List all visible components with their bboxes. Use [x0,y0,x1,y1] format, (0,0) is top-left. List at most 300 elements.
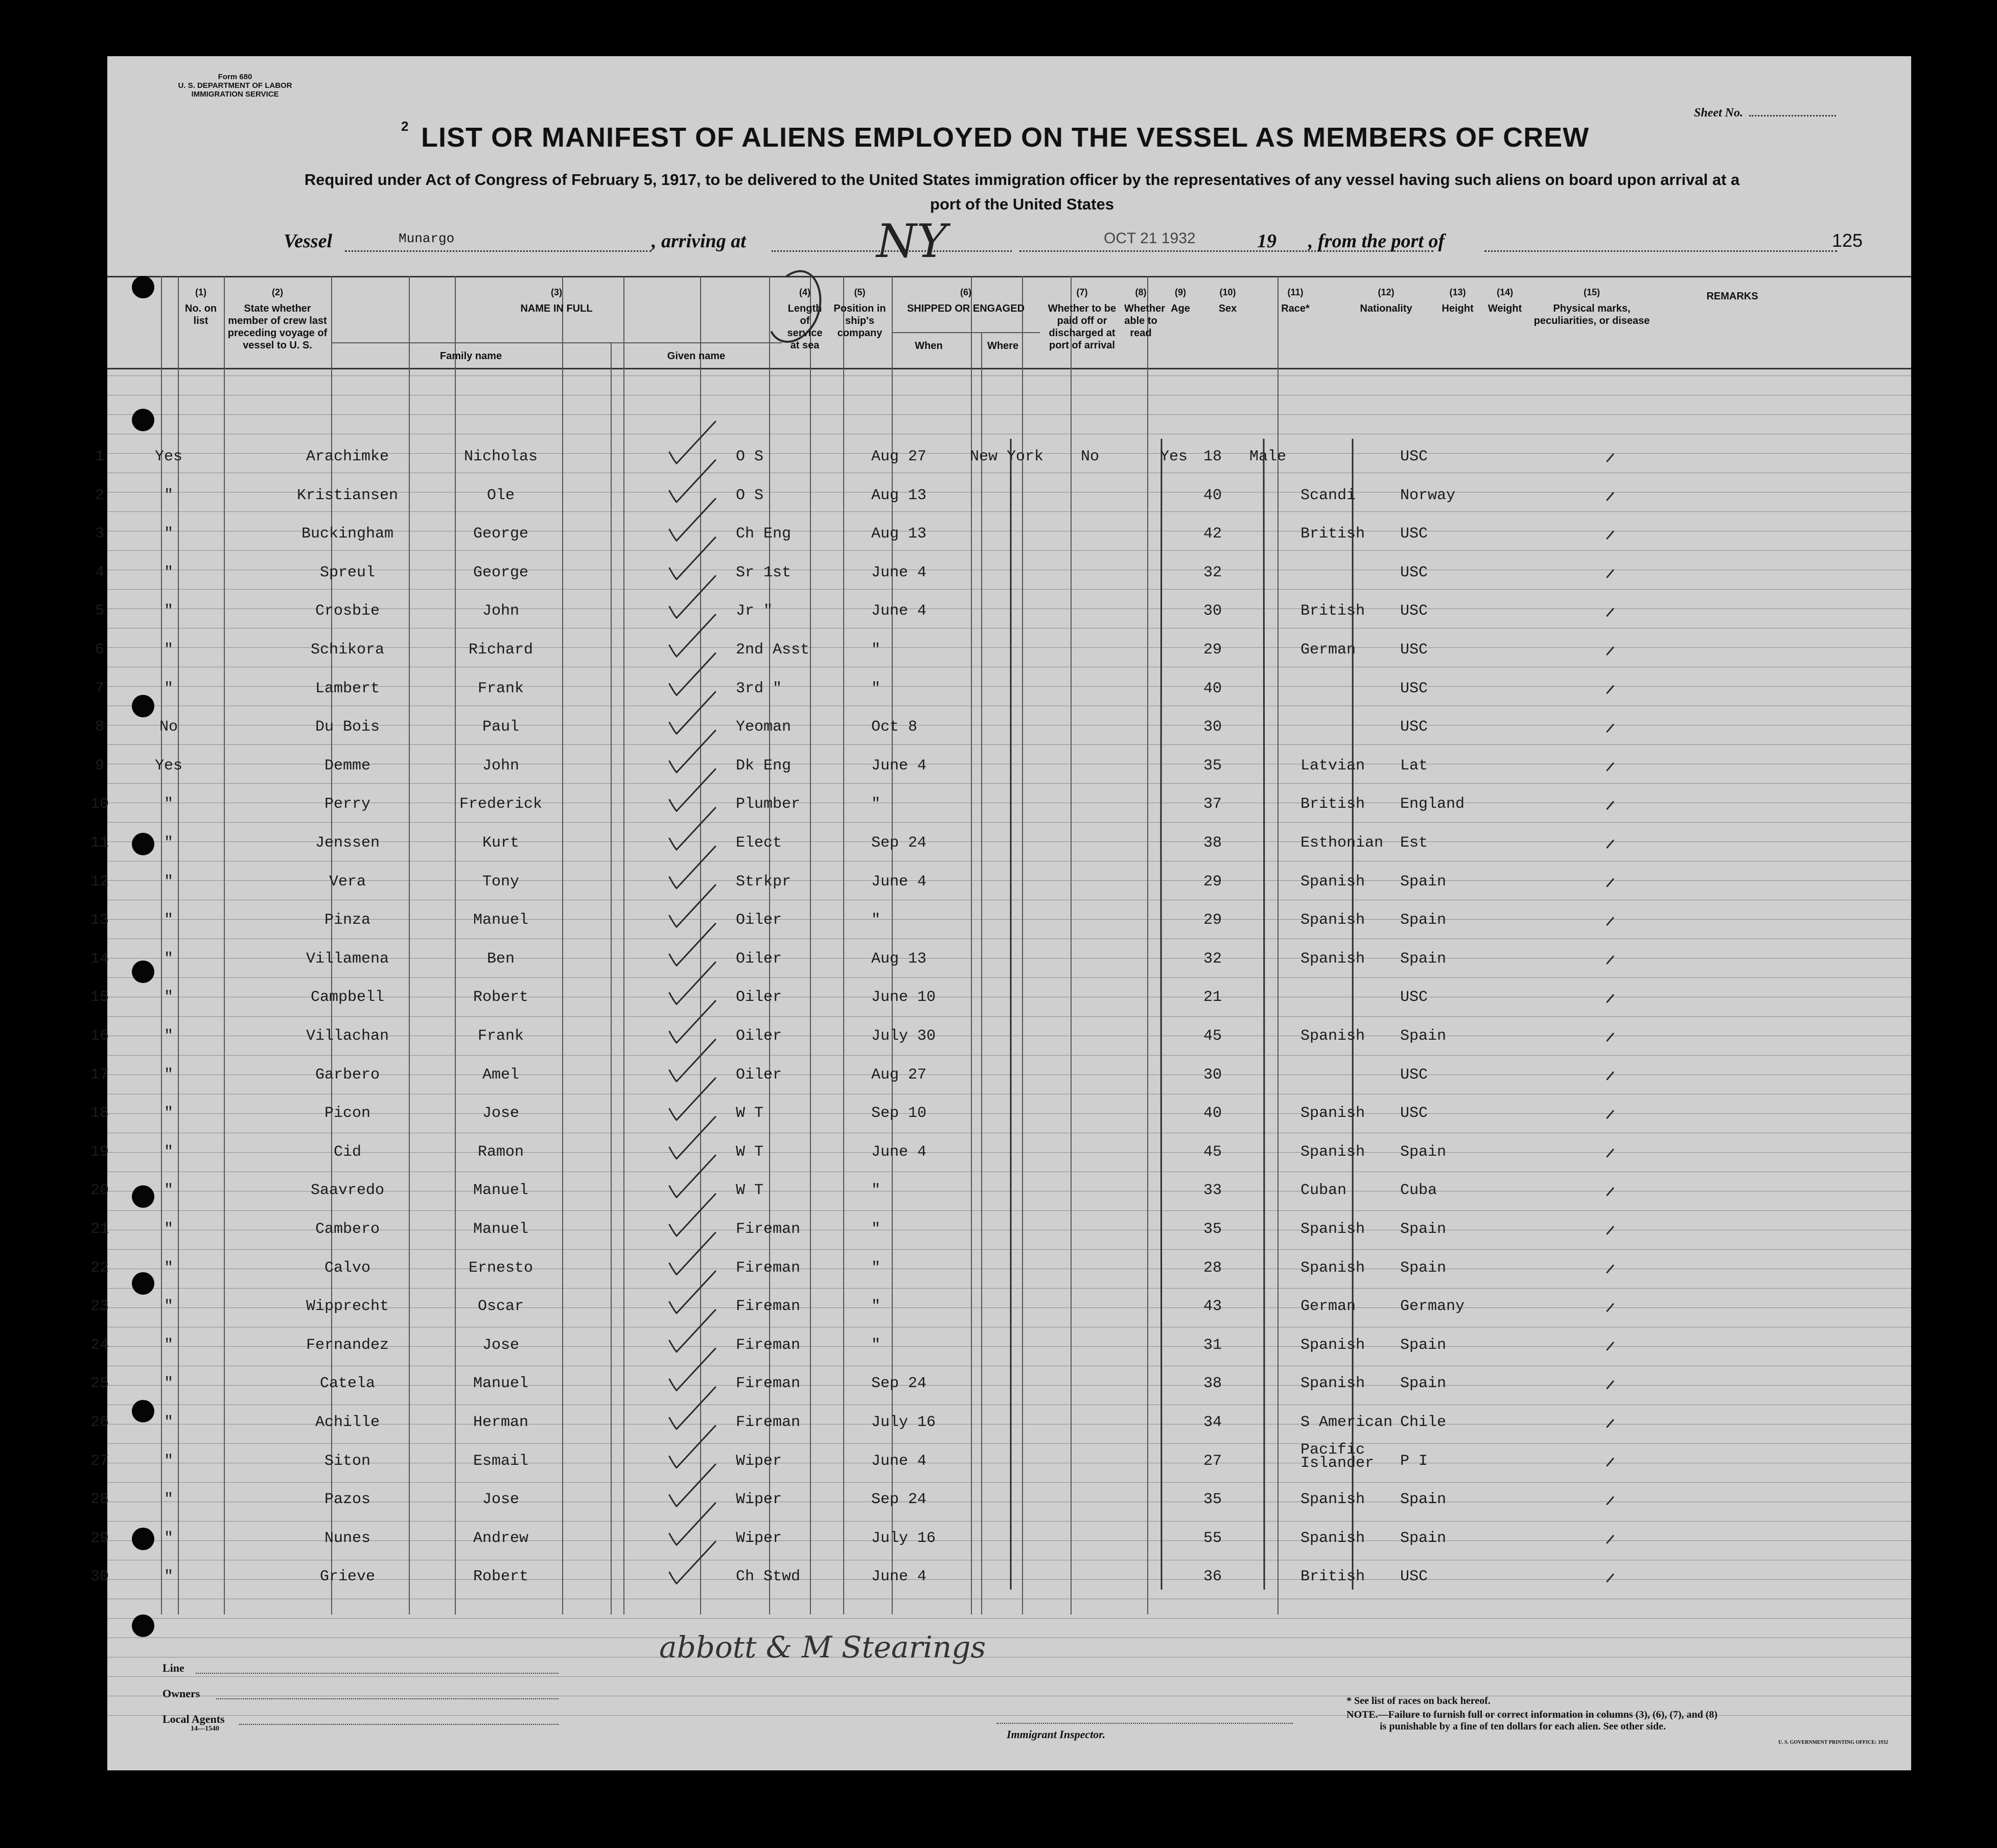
note-line-1: NOTE.—Failure to furnish full or correct information in columns (3), (6), (7), and (8) [1346,1709,1718,1720]
cell-given: Jose [482,1105,519,1122]
nationality-tick [1607,1227,1613,1234]
cell-when: " [871,1182,881,1200]
cell-race: Spanish [1301,1027,1365,1045]
column-number: (6) [960,287,971,297]
cell-no: 14 [90,950,109,968]
column-label: Physical marks, peculiarities, or disease [1534,303,1650,326]
cell-prev: " [164,525,173,543]
cell-when: June 4 [871,1568,927,1586]
cell-age: 32 [1203,950,1222,968]
service-checkmark [669,1541,715,1583]
cell-position: Elect [736,834,782,852]
cell-race: Spanish [1301,1143,1365,1161]
cell-prev: " [164,1491,173,1509]
cell-prev: " [164,1066,173,1084]
cell-prev: " [164,950,173,968]
cell-position: Fireman [736,1414,801,1431]
punch-hole [132,1400,154,1422]
service-checkmark [669,1464,715,1506]
service-checkmark [669,1078,715,1120]
cell-no: 30 [90,1568,109,1586]
cell-given: Manuel [473,911,529,929]
cell-when: " [871,796,881,813]
cell-nationality: Germany [1400,1298,1465,1316]
punch-hole [132,695,154,717]
service-checkmark [669,422,715,463]
inspector-field [996,1723,1293,1724]
cell-position: Wiper [736,1491,782,1509]
cell-prev: No [159,718,178,736]
nationality-tick [1607,1188,1613,1195]
cell-age: 29 [1203,873,1222,891]
cell-no: 17 [90,1066,109,1084]
cell-no: 8 [95,718,104,736]
cell-given: Manuel [473,1375,529,1393]
arriving-label: , arriving at [652,230,746,252]
punch-hole [132,1615,154,1637]
cell-nationality: Chile [1400,1414,1447,1431]
page-title: LIST OR MANIFEST OF ALIENS EMPLOYED ON THE VESSEL AS MEMBERS OF CREW [421,122,1590,153]
service-checkmark [669,885,715,927]
column-label: Whether to be paid off or discharged at port of arrival [1048,303,1117,351]
cell-prev: " [164,1375,173,1393]
cell-race: British [1301,1568,1365,1586]
cell-family: Spreul [319,564,376,581]
column-subheader-6-2: Where [987,340,1019,352]
cell-no: 28 [90,1491,109,1509]
cell-age: 40 [1203,1105,1222,1122]
column-number: (8) [1135,287,1147,297]
cell-position: Yeoman [736,718,792,736]
cell-given: John [482,757,519,775]
cell-where: New York [970,448,1044,465]
cell-when: July 16 [871,1414,936,1431]
cell-nationality: Spain [1400,1143,1447,1161]
cell-age: 30 [1203,602,1222,620]
cell-position: W T [736,1105,764,1122]
cell-nationality: USC [1400,641,1428,659]
column-number: (9) [1175,287,1186,297]
cell-age: 35 [1203,1491,1222,1509]
cell-nationality: Spain [1400,911,1447,929]
cell-no: 9 [95,757,104,775]
cell-race: Pacific Islander [1301,1441,1375,1472]
column-number: (14) [1496,287,1513,297]
nationality-tick [1607,1381,1613,1388]
cell-position: Oiler [736,1027,782,1045]
inspector-label: Immigrant Inspector. [1007,1728,1106,1741]
cell-prev: " [164,1105,173,1122]
column-label: Nationality [1360,303,1412,314]
year-label: 19 [1257,230,1276,252]
cell-family: Grieve [319,1568,376,1586]
cell-age: 31 [1203,1336,1222,1354]
service-checkmark [669,808,715,850]
nationality-tick [1607,1343,1613,1350]
column-number: (5) [854,287,866,297]
cell-prev: " [164,602,173,620]
cell-when: June 10 [871,989,936,1007]
nationality-tick [1607,763,1613,770]
cell-age: 55 [1203,1529,1222,1547]
cell-family: Cid [333,1143,361,1161]
cell-no: 24 [90,1336,109,1354]
cell-nationality: Est [1400,834,1428,852]
cell-age: 40 [1203,486,1222,504]
cell-position: Sr 1st [736,564,792,581]
cell-position: Ch Stwd [736,1568,801,1586]
cell-race: Spanish [1301,1529,1365,1547]
cell-family: Campbell [310,989,385,1007]
agents-label: Local Agents [162,1713,225,1725]
punch-hole [132,276,154,298]
service-checkmark [669,769,715,811]
column-label: State whether member of crew last preceding voyage of vessel to U. S. [227,303,328,351]
cell-family: Achille [315,1414,380,1431]
cell-position: Strkpr [736,873,792,891]
form-number: Form 680 [218,73,252,81]
nationality-tick [1607,686,1613,693]
cell-no: 12 [90,873,109,891]
service-checkmark [669,460,715,502]
owners-field [216,1698,559,1699]
cell-family: Perry [324,796,370,813]
service-checkmark [669,1001,715,1043]
cell-race: Latvian [1301,757,1365,775]
cell-nationality: USC [1400,525,1428,543]
cell-prev: " [164,486,173,504]
nationality-tick [1607,1072,1613,1080]
cell-when: Sep 24 [871,1491,927,1509]
cell-no: 13 [90,911,109,929]
cell-family: Catela [319,1375,376,1393]
nationality-tick [1607,1304,1613,1311]
cell-when: Aug 27 [871,1066,927,1084]
cell-race: German [1301,1298,1356,1316]
column-label: Length of service at sea [787,303,823,351]
cell-position: 3rd " [736,680,782,697]
cell-given: Amel [482,1066,519,1084]
cell-age: 43 [1203,1298,1222,1316]
cell-no: 22 [90,1259,109,1277]
nationality-tick [1607,454,1613,461]
cell-race: German [1301,641,1356,659]
cell-nationality: USC [1400,564,1428,581]
sheet-number-label: Sheet No. [1694,106,1743,120]
cell-family: Lambert [315,680,380,697]
cell-age: 18 [1203,448,1222,465]
service-checkmark [669,731,715,773]
cell-race: British [1301,602,1365,620]
cell-position: Jr " [736,602,773,620]
column-number: (13) [1449,287,1466,297]
nationality-tick [1607,1536,1613,1543]
cell-age: 21 [1203,989,1222,1007]
cell-when: July 30 [871,1027,936,1045]
cell-no: 16 [90,1027,109,1045]
footer-left [162,1662,725,1748]
cell-no: 10 [90,796,109,813]
cell-no: 2 [95,486,104,504]
service-checkmark [669,962,715,1004]
cell-given: George [473,525,529,543]
cell-given: Robert [473,989,529,1007]
nationality-tick [1607,802,1613,809]
cell-no: 20 [90,1182,109,1200]
title-number: 2 [401,119,409,134]
cell-prev: " [164,1259,173,1277]
cell-when: Aug 13 [871,950,927,968]
cell-family: Saavredo [310,1182,385,1200]
cell-sex: Male [1249,448,1287,465]
cell-family: Vera [329,873,366,891]
cell-given: Richard [468,641,533,659]
nationality-tick [1607,724,1613,732]
cell-nationality: USC [1400,1105,1428,1122]
cell-age: 29 [1203,911,1222,929]
cell-race: Spanish [1301,1491,1365,1509]
cell-family: Calvo [324,1259,370,1277]
footer-note [1346,1695,1888,1745]
vessel-label: Vessel [284,230,332,252]
cell-age: 42 [1203,525,1222,543]
cell-position: Fireman [736,1298,801,1316]
cell-no: 23 [90,1298,109,1316]
cell-family: Picon [324,1105,370,1122]
arriving-port-handwritten: NY [876,215,947,268]
cell-position: Oiler [736,911,782,929]
cell-age: 38 [1203,1375,1222,1393]
cell-given: Manuel [473,1221,529,1238]
cell-given: Frederick [459,796,543,813]
cell-no: 25 [90,1375,109,1393]
cell-nationality: Lat [1400,757,1428,775]
column-label: Race* [1281,303,1310,314]
cell-family: Arachimke [306,448,389,465]
cell-age: 30 [1203,1066,1222,1084]
cell-given: Ramon [477,1143,524,1161]
page-number: 125 [1832,230,1863,251]
cell-no: 4 [95,564,104,581]
cell-read: Yes [1160,448,1188,465]
cell-prev: " [164,1143,173,1161]
cell-nationality: Cuba [1400,1182,1437,1200]
ditto-line-paid [1160,439,1162,1589]
column-label: Position in ship's company [833,303,886,339]
owners-label: Owners [162,1687,200,1700]
cell-nationality: USC [1400,1066,1428,1084]
column-number: (4) [799,287,810,297]
cell-when: June 4 [871,757,927,775]
cell-no: 7 [95,680,104,697]
nationality-tick [1607,956,1613,964]
cell-nationality: Spain [1400,1027,1447,1045]
service-checkmark [669,1348,715,1390]
cell-race: Spanish [1301,1105,1365,1122]
cell-when: " [871,680,881,697]
cell-nationality: USC [1400,448,1428,465]
cell-race: Spanish [1301,911,1365,929]
cell-age: 33 [1203,1182,1222,1200]
cell-prev: Yes [154,448,182,465]
punch-hole [132,1185,154,1208]
nationality-tick [1607,609,1613,616]
cell-nationality: P I [1400,1452,1428,1470]
header-scribble [772,271,820,342]
column-number: (12) [1378,287,1395,297]
cell-no: 5 [95,602,104,620]
cell-given: Frank [477,1027,524,1045]
cell-no: 19 [90,1143,109,1161]
nationality-tick [1607,647,1613,654]
department-name: U. S. DEPARTMENT OF LABOR [178,81,292,90]
cell-when: " [871,1298,881,1316]
from-port-label: , from the port of [1308,230,1445,252]
cell-position: 2nd Asst [736,641,810,659]
cell-race: Spanish [1301,1336,1365,1354]
cell-position: Fireman [736,1221,801,1238]
cell-when: June 4 [871,602,927,620]
cell-when: Sep 24 [871,1375,927,1393]
cell-race: Cuban [1301,1182,1347,1200]
service-checkmark [669,1040,715,1082]
races-note: * See list of races on back hereof. [1346,1695,1491,1706]
cell-position: Dk Eng [736,757,792,775]
ditto-line-where [1010,439,1011,1589]
cell-no: 29 [90,1529,109,1547]
service-checkmark [669,847,715,888]
punch-hole [132,1272,154,1295]
column-label: Whether able to read [1124,303,1165,339]
service-checkmark [669,615,715,657]
cell-given: Nicholas [463,448,538,465]
nationality-tick [1607,1497,1613,1504]
service-checkmark [669,1271,715,1313]
note-line-2: is punishable by a fine of ten dollars for each alien. See other side. [1380,1721,1666,1732]
column-number: (1) [195,287,206,297]
cell-prev: " [164,1414,173,1431]
service-checkmark [669,653,715,695]
column-subheader-3-2: Given name [667,350,726,362]
cell-prev: " [164,911,173,929]
cell-paid: No [1081,448,1100,465]
cell-when: Aug 13 [871,525,927,543]
nationality-tick [1607,1266,1613,1273]
service-name: IMMIGRATION SERVICE [191,90,279,99]
cell-age: 40 [1203,680,1222,697]
cell-no: 3 [95,525,104,543]
column-number: (11) [1287,287,1304,297]
cell-race: S American [1301,1414,1393,1431]
cell-when: " [871,911,881,929]
cell-given: Oscar [477,1298,524,1316]
cell-age: 30 [1203,718,1222,736]
cell-family: Jenssen [315,834,380,852]
column-label: REMARKS [1706,291,1758,302]
cell-family: Kristiansen [296,486,399,504]
cell-family: Demme [324,757,370,775]
cell-prev: Yes [154,757,182,775]
cell-when: June 4 [871,564,927,581]
column-number: (15) [1583,287,1600,297]
column-number: (3) [551,287,562,297]
cell-position: Oiler [736,1066,782,1084]
column-label: Height [1442,303,1474,314]
cell-given: Jose [482,1491,519,1509]
punch-hole [132,833,154,855]
cell-nationality: Spain [1400,1221,1447,1238]
cell-position: Ch Eng [736,525,792,543]
cell-no: 21 [90,1221,109,1238]
cell-prev: " [164,1182,173,1200]
cell-position: Oiler [736,989,782,1007]
punch-hole [132,961,154,983]
cell-no: 1 [95,448,104,465]
cell-position: W T [736,1182,764,1200]
cell-age: 32 [1203,564,1222,581]
cell-age: 45 [1203,1143,1222,1161]
service-checkmark [669,692,715,734]
column-label: Age [1171,303,1190,314]
cell-given: Kurt [482,834,519,852]
service-checkmark [669,1117,715,1159]
cell-prev: " [164,873,173,891]
nationality-tick [1607,531,1613,539]
cell-nationality: Spain [1400,873,1447,891]
cell-race: British [1301,525,1365,543]
column-number: (2) [272,287,283,297]
cell-given: Ernesto [468,1259,533,1277]
cell-race: Spanish [1301,873,1365,891]
cell-family: Pinza [324,911,370,929]
subtitle-line-2: port of the United States [930,195,1114,213]
cell-nationality: USC [1400,1568,1428,1586]
cell-nationality: Spain [1400,1259,1447,1277]
cell-position: Oiler [736,950,782,968]
cell-race: Scandi [1301,486,1356,504]
agents-code: 14—1540 [191,1725,219,1733]
cell-when: June 4 [871,1143,927,1161]
service-checkmark [669,1310,715,1352]
cell-nationality: Spain [1400,1491,1447,1509]
cell-given: Frank [477,680,524,697]
cell-given: Herman [473,1414,529,1431]
cell-prev: " [164,1298,173,1316]
cell-family: Nunes [324,1529,370,1547]
cell-given: Robert [473,1568,529,1586]
service-checkmark [669,1155,715,1197]
nationality-tick [1607,918,1613,925]
cell-when: Oct 8 [871,718,918,736]
column-subheader-3-1: Family name [439,350,502,362]
cell-when: June 4 [871,873,927,891]
cell-when: Sep 24 [871,834,927,852]
cell-race: Spanish [1301,1221,1365,1238]
nationality-tick [1607,840,1613,848]
service-checkmark [669,1426,715,1468]
nationality-tick [1607,1034,1613,1041]
nationality-tick [1607,1420,1613,1427]
nationality-tick [1607,1111,1613,1118]
cell-given: Esmail [473,1452,529,1470]
cell-age: 29 [1203,641,1222,659]
service-checkmark [669,1194,715,1236]
agents-field [239,1724,559,1725]
cell-prev: " [164,680,173,697]
nationality-tick [1607,1150,1613,1157]
service-checkmark [669,499,715,541]
cell-no: 27 [90,1452,109,1470]
